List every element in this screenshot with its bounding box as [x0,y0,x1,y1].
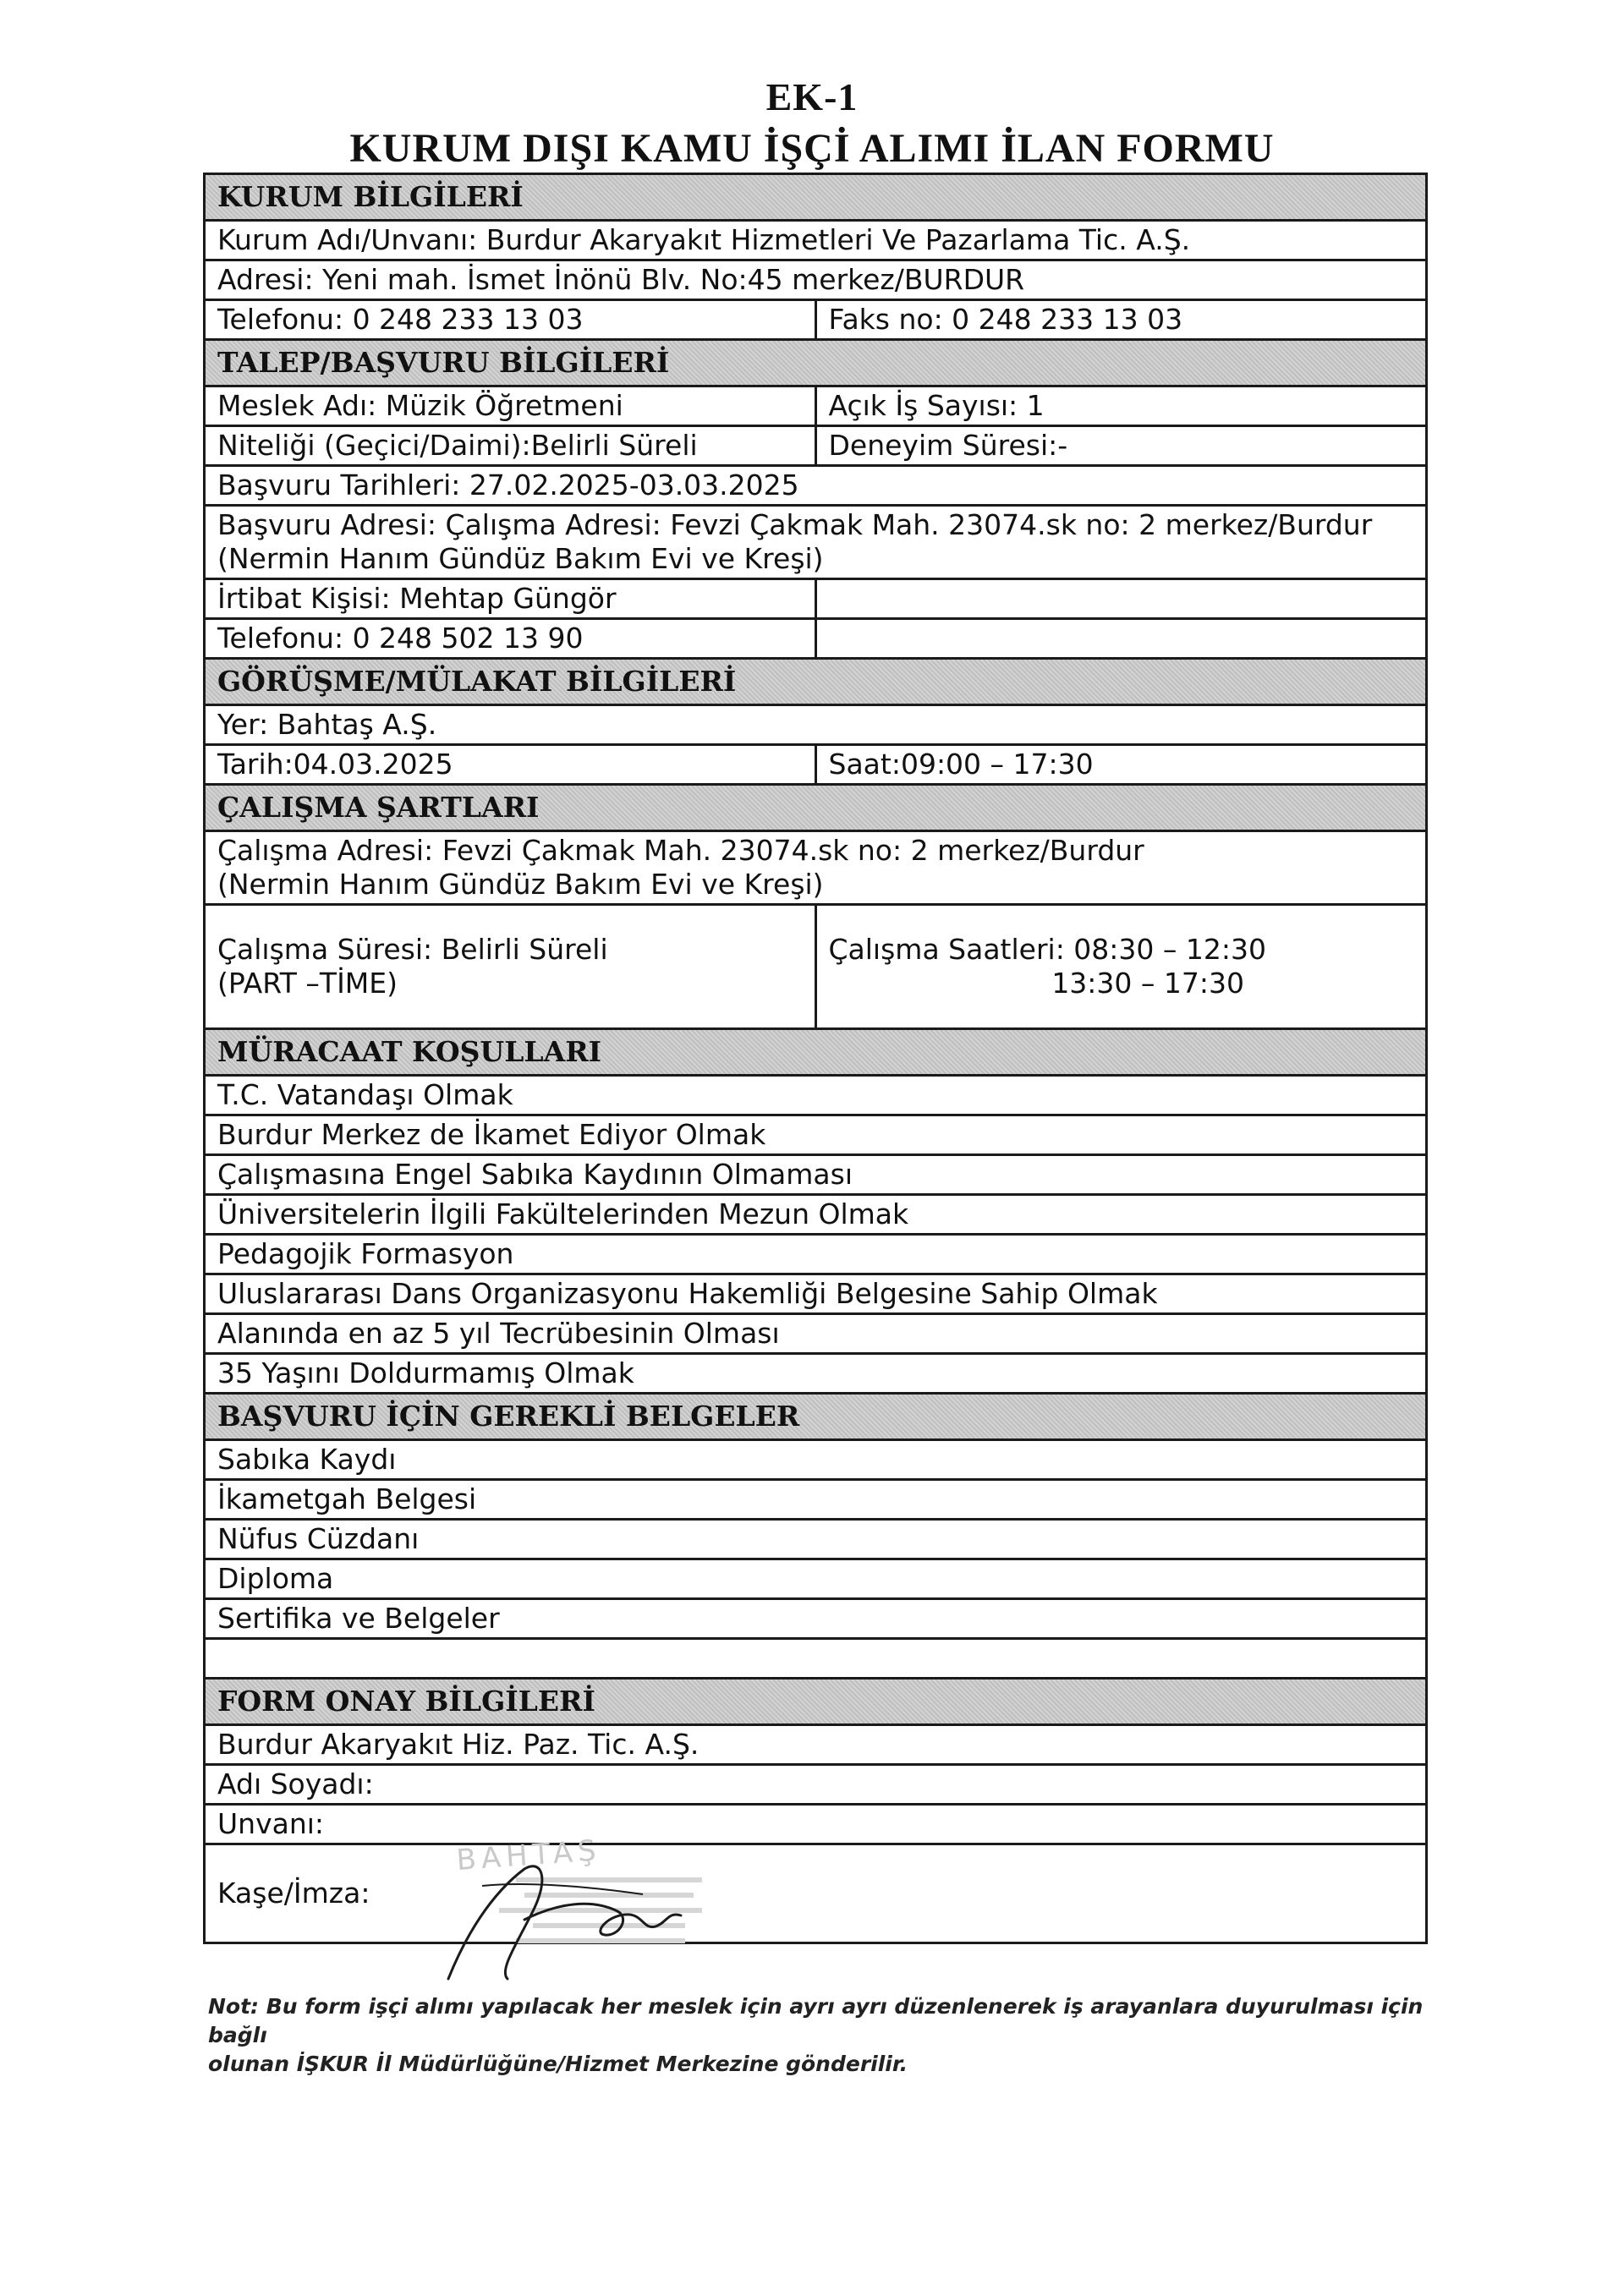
work-duration [205,905,816,1029]
document-item: Diploma [205,1559,1427,1599]
footnote [208,1992,1426,2079]
application-address-line1: Başvuru Adresi: Çalışma Adresi: Fevzi Çakmak Mah. 23074.sk no: 2 merkez/Burdur [217,508,1373,541]
section-heading: TALEP/BAŞVURU BİLGİLERİ [205,340,1427,386]
empty-cell [815,579,1427,619]
experience: Deneyim Süresi:- [815,426,1427,466]
application-address [205,506,1427,579]
section-gorusme [205,659,1427,705]
document-item: Sabıka Kaydı [205,1440,1427,1480]
requirement-item: Burdur Merkez de İkamet Ediyor Olmak [205,1115,1427,1155]
stamp-text: BAHTAŞ [455,1833,602,1878]
application-address-line2: (Nermin Hanım Gündüz Bakım Evi ve Kreşi) [217,542,824,575]
section-onay [205,1679,1427,1725]
section-heading: ÇALIŞMA ŞARTLARI [205,785,1427,831]
requirement-item: Üniversitelerin İlgili Fakültelerinden Mezun Olmak [205,1195,1427,1235]
document-item: Nüfus Cüzdanı [205,1520,1427,1559]
work-duration-line1: Çalışma Süresi: Belirli Süreli [217,933,608,966]
work-hours-line2: 13:30 – 17:30 [1051,967,1244,1000]
section-calisma [205,785,1427,831]
job-nature: Niteliği (Geçici/Daimi):Belirli Süreli [205,426,816,466]
section-heading: GÖRÜŞME/MÜLAKAT BİLGİLERİ [205,659,1427,705]
work-duration-line2: (PART –TİME) [217,967,398,1000]
institution-fax: Faks no: 0 248 233 13 03 [815,300,1427,340]
document-item: Sertifika ve Belgeler [205,1599,1427,1639]
footnote-line2: olunan İŞKUR İl Müdürlüğüne/Hizmet Merkezine gönderilir. [208,2052,908,2076]
requirement-item: Alanında en az 5 yıl Tecrübesinin Olması [205,1314,1427,1354]
interview-date: Tarih:04.03.2025 [205,745,816,785]
contact-person: İrtibat Kişisi: Mehtap Güngör [205,579,816,619]
section-talep [205,340,1427,386]
form-title: KURUM DIŞI KAMU İŞÇİ ALIMI İLAN FORMU [349,126,1275,171]
institution-name: Kurum Adı/Unvanı: Burdur Akaryakıt Hizmetleri Ve Pazarlama Tic. A.Ş. [205,221,1427,260]
requirement-item: 35 Yaşını Doldurmamış Olmak [205,1354,1427,1394]
work-hours-line1: Çalışma Saatleri: 08:30 – 12:30 [828,933,1266,966]
approval-company: Burdur Akaryakıt Hiz. Paz. Tic. A.Ş. [205,1725,1427,1765]
empty-cell [815,619,1427,659]
section-muracaat [205,1029,1427,1076]
occupation: Meslek Adı: Müzik Öğretmeni [205,386,816,426]
approval-signature: Kaşe/İmza: [205,1844,1427,1943]
institution-phone: Telefonu: 0 248 233 13 03 [205,300,816,340]
application-dates: Başvuru Tarihleri: 27.02.2025-03.03.2025 [205,466,1427,506]
contact-phone: Telefonu: 0 248 502 13 90 [205,619,816,659]
section-kurum [205,174,1427,221]
job-posting-form [203,173,1428,1944]
requirement-item: Çalışmasına Engel Sabıka Kaydının Olmaması [205,1155,1427,1195]
approval-title: Unvanı: [205,1805,1427,1844]
work-hours [815,905,1427,1029]
section-heading: KURUM BİLGİLERİ [205,174,1427,221]
requirement-item: Pedagojik Formasyon [205,1235,1427,1274]
requirement-item: T.C. Vatandaşı Olmak [205,1076,1427,1115]
interview-time: Saat:09:00 – 17:30 [815,745,1427,785]
annex-label: EK-1 [765,75,859,118]
form-table [203,173,1428,1944]
requirement-item: Uluslararası Dans Organizasyonu Hakemliği Belgesine Sahip Olmak [205,1274,1427,1314]
footnote-line1: Not: Bu form işçi alımı yapılacak her meslek için ayrı ayrı düzenlenerek iş arayanlara duyurulması için bağlı [208,1994,1424,2047]
document-item: İkametgah Belgesi [205,1480,1427,1520]
approval-name: Adı Soyadı: [205,1765,1427,1805]
work-address [205,831,1427,905]
interview-place: Yer: Bahtaş A.Ş. [205,705,1427,745]
work-address-line2: (Nermin Hanım Gündüz Bakım Evi ve Kreşi) [217,868,824,901]
section-heading: MÜRACAAT KOŞULLARI [205,1029,1427,1076]
work-address-line1: Çalışma Adresi: Fevzi Çakmak Mah. 23074.sk no: 2 merkez/Burdur [217,834,1144,867]
institution-address: Adresi: Yeni mah. İsmet İnönü Blv. No:45 merkez/BURDUR [205,260,1427,300]
section-heading: FORM ONAY BİLGİLERİ [205,1679,1427,1725]
openings: Açık İş Sayısı: 1 [815,386,1427,426]
section-belgeler [205,1394,1427,1440]
empty-row [205,1639,1427,1679]
section-heading: BAŞVURU İÇİN GEREKLİ BELGELER [205,1394,1427,1440]
